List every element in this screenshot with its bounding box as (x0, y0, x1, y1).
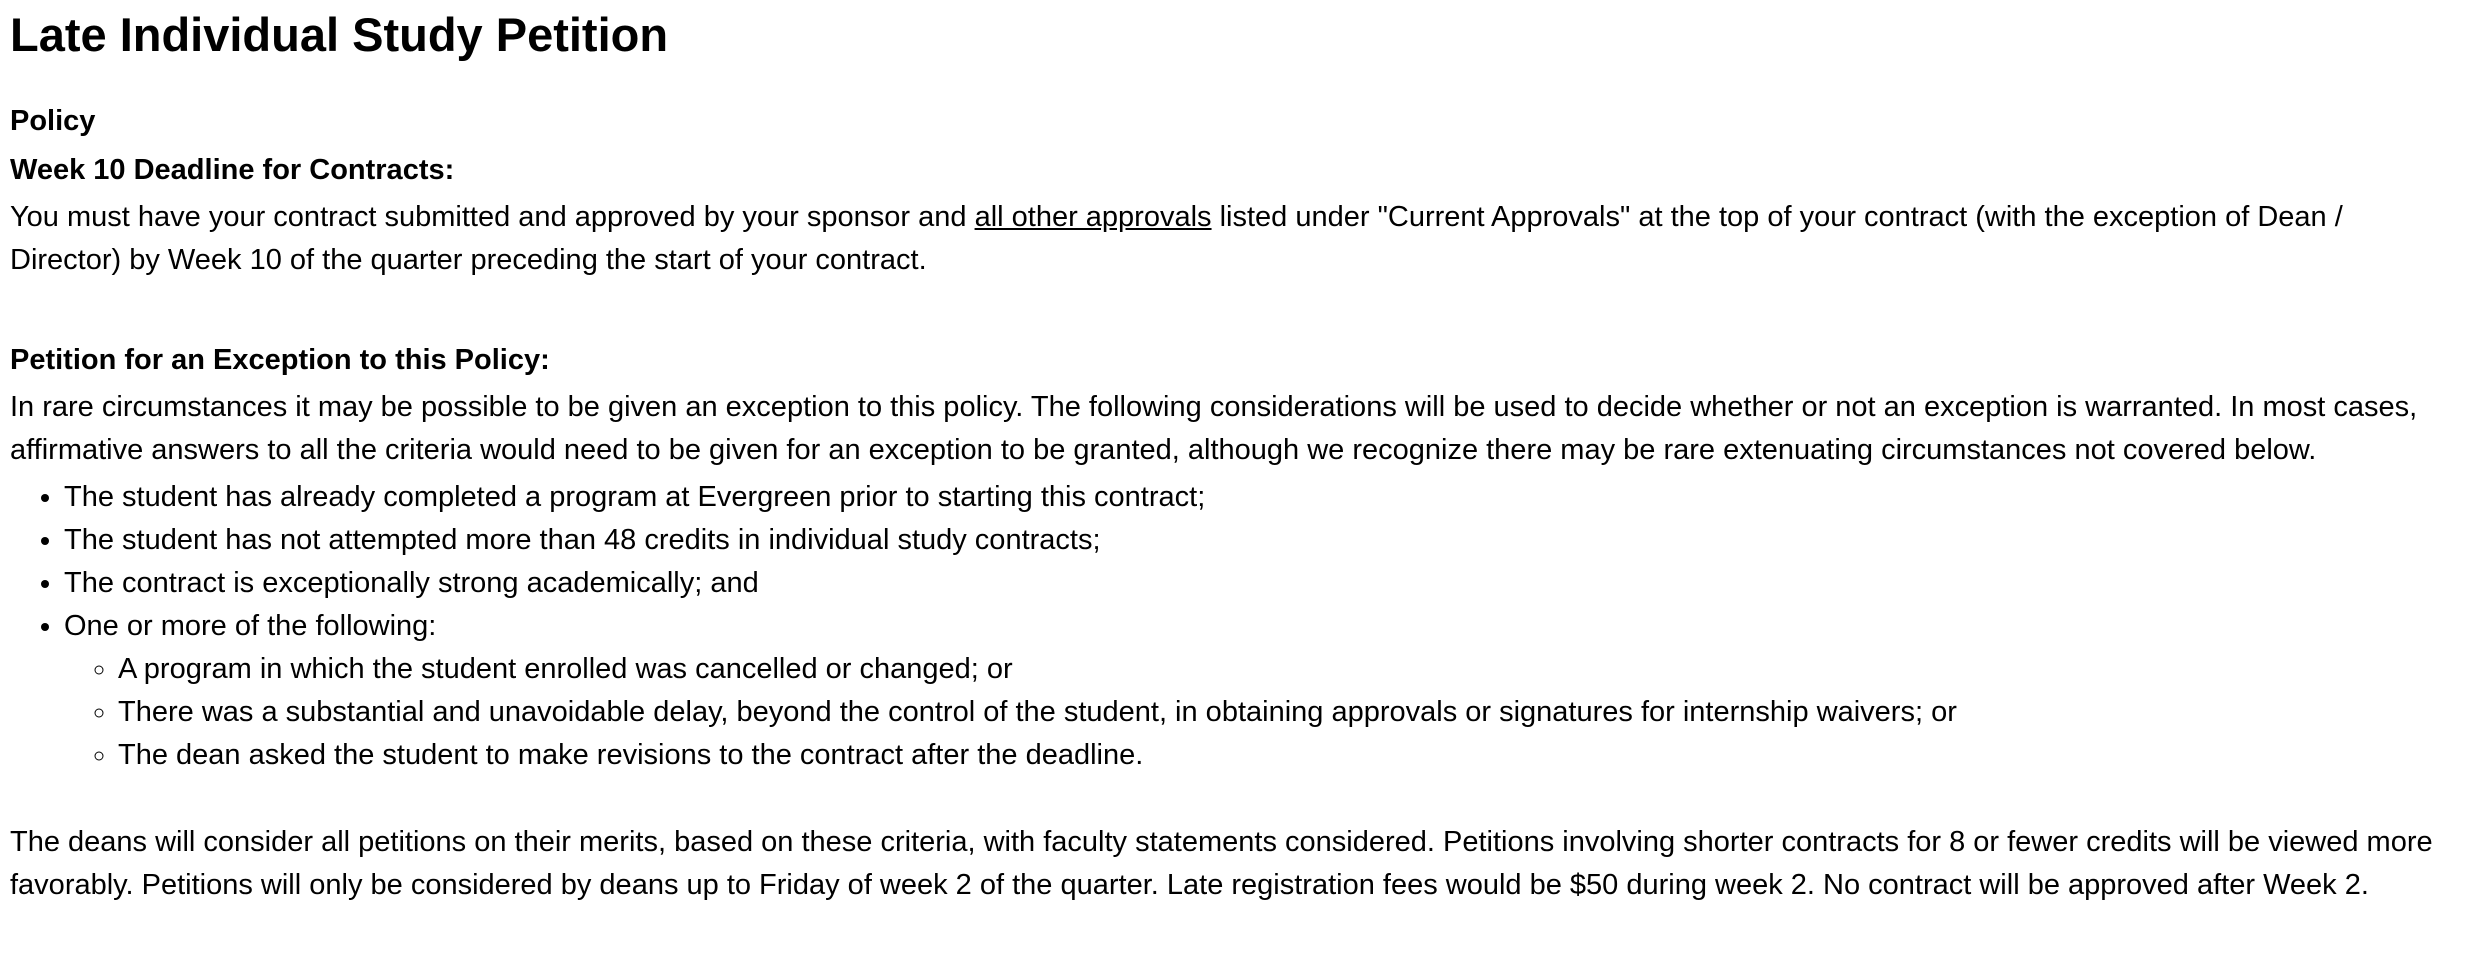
page-content (10, 0, 2450, 907)
sub-criteria-item: ◦ There was a substantial and unavoidable delay, beyond the control of the student, in obtaining approvals or signatures for internship waivers; or (118, 691, 2450, 734)
exception-intro: In rare circumstances it may be possible to be given an exception to this policy. The following considerations will be used to decide whether or not an exception is warranted. In most cases, affirmative answers to all the criteria would need to be given for an exception to be granted, although we recognize there may be rare extenuating circumstances not covered below. (10, 391, 2418, 466)
sub-criteria-item: ◦ A program in which the student enrolled was cancelled or changed; or (118, 648, 2450, 691)
deadline-text-before: You must have your contract submitted and approved by your sponsor and (10, 201, 975, 233)
policy-heading: Policy (10, 105, 96, 137)
criteria-item: • The student has not attempted more than 48 credits in individual study contracts; (64, 519, 2450, 562)
criteria-item-label: One or more of the following: (64, 610, 437, 642)
all-other-approvals-link[interactable]: all other approvals (974, 201, 1212, 233)
deadline-heading: Week 10 Deadline for Contracts: (10, 154, 455, 186)
deadline-text-after: listed under "Current Approvals" at the top of your contract (with the exception of Dean / Director) by Week 10 of the quarter preceding the start of your contract. (10, 201, 2343, 276)
criteria-item: • The contract is exceptionally strong academically; and (64, 562, 2450, 605)
criteria-item-one-or-more (64, 605, 2450, 777)
exception-heading: Petition for an Exception to this Policy: (10, 344, 550, 376)
page-title: Late Individual Study Petition (10, 8, 669, 61)
sub-criteria-list (64, 648, 2450, 777)
deadline-paragraph (10, 196, 2450, 282)
criteria-list (10, 476, 2450, 777)
sub-criteria-item: ◦ The dean asked the student to make revisions to the contract after the deadline. (118, 734, 2450, 777)
closing-paragraph: The deans will consider all petitions on their merits, based on these criteria, with faculty statements considered. Petitions involving shorter contracts for 8 or fewer credits will be viewed more favorably. Petitions will only be considered by deans up to Friday of week 2 of the quarter. Late registration fees would be $50 during week 2. No contract will be approved after Week 2. (10, 826, 2433, 901)
criteria-item: • The student has already completed a program at Evergreen prior to starting this contract; (64, 476, 2450, 519)
